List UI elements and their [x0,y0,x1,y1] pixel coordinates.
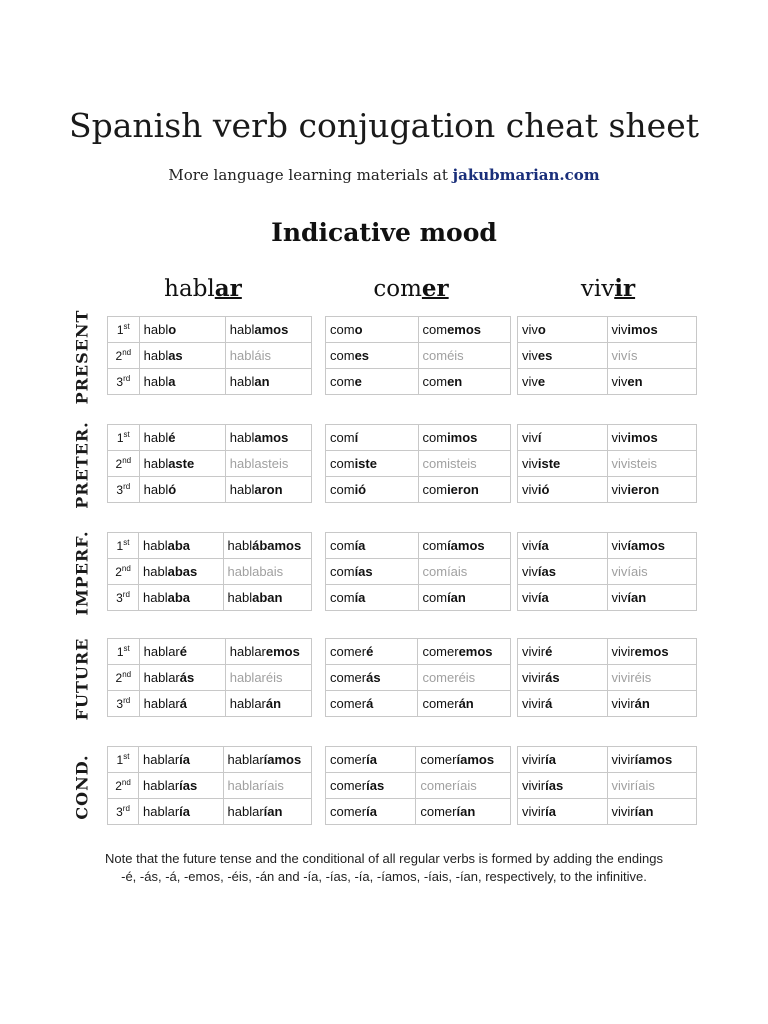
conj-form: vivíamos [607,533,697,559]
conj-form: vivimos [607,317,697,343]
conj-form: comía [326,585,419,611]
conj-form: vivimos [607,425,697,451]
conj-form: viviremos [607,639,697,665]
person-cell: 2nd [108,343,140,369]
conj-form: vives [518,343,608,369]
conj-form: hablaréis [225,665,311,691]
subtitle [0,164,768,186]
table-row [326,425,511,451]
conj-form: hablaban [223,585,311,611]
table-row [326,639,511,665]
conj-form: hablaremos [225,639,311,665]
conj-form: habláis [225,343,311,369]
conj-form: habló [139,477,225,503]
conj-form: comerías [326,773,416,799]
conj-table [517,316,697,395]
verb-heading-comer: comer [373,275,449,302]
conj-form: hablamos [225,317,311,343]
person-cell: 1st [108,639,140,665]
conj-form: comemos [418,317,511,343]
conj-form: viven [607,369,697,395]
table-row [108,747,312,773]
conj-form: viviría [518,747,608,773]
footnote [50,850,718,886]
footnote-line-2: -é, -ás, -á, -emos, -éis, -án and -ía, -ías, -ía, -íamos, -íais, -ían, respectively, to the infinitive. [121,869,647,884]
conj-form: comeréis [418,665,511,691]
page-title: Spanish verb conjugation cheat sheet [69,106,699,145]
conj-form: vivo [518,317,608,343]
table-row [518,665,697,691]
conj-form: hablarían [223,799,311,825]
conj-form: hablasteis [225,451,311,477]
conj-form: hablaba [139,585,224,611]
conj-table [325,424,511,503]
table-row [108,451,312,477]
table-row [326,747,511,773]
conj-form: comerán [418,691,511,717]
tense-label-0 [60,309,104,405]
conj-form: hablaría [139,747,224,773]
table-row [326,665,511,691]
person-cell: 2nd [108,665,140,691]
person-cell: 3rd [108,691,140,717]
conj-form: hablan [225,369,311,395]
table-row [108,425,312,451]
table-row [326,317,511,343]
conj-form: come [326,369,419,395]
conj-form: comió [326,477,419,503]
conj-form: comería [326,799,416,825]
table-row [108,533,312,559]
person-cell: 3rd [108,799,139,825]
conj-form: vivirías [518,773,608,799]
conj-form: hablaba [139,533,224,559]
conj-form: vivía [518,585,608,611]
person-cell: 3rd [108,477,140,503]
conj-form: hablabais [223,559,311,585]
conj-table [107,746,312,825]
conj-form: hablarás [139,665,225,691]
conj-form: vivirían [607,799,697,825]
table-row [518,639,697,665]
tense-label-4 [60,746,104,828]
conj-form: viviríais [607,773,697,799]
conj-form: vivió [518,477,608,503]
conj-form: comías [326,559,419,585]
subtitle-text: More language learning materials at [168,166,453,184]
conj-form: vivís [607,343,697,369]
table-row [108,665,312,691]
table-row [518,317,697,343]
tense-label-text: FUTURE [72,637,92,721]
conj-form: vive [518,369,608,395]
conj-form: vivirá [518,691,608,717]
conj-table [107,316,312,395]
conj-form: comeríais [416,773,511,799]
conj-form: comeremos [418,639,511,665]
conj-form: hablamos [225,425,311,451]
conj-form: viviste [518,451,608,477]
table-row [518,799,697,825]
conj-form: comíais [418,559,511,585]
conj-form: viviré [518,639,608,665]
person-cell: 2nd [108,559,139,585]
table-row [326,477,511,503]
conj-form: vivía [518,533,608,559]
table-row [518,369,697,395]
conj-form: vivirás [518,665,608,691]
conj-table [517,532,697,611]
table-row [108,639,312,665]
tense-label-2 [60,532,104,614]
conj-form: comen [418,369,511,395]
conj-table [107,638,312,717]
conj-table [325,746,511,825]
conj-form: comerá [326,691,418,717]
table-row [108,343,312,369]
conj-form: viviría [518,799,608,825]
conj-table [325,638,511,717]
conj-form: hablaste [139,451,225,477]
table-row [518,747,697,773]
table-row [326,691,511,717]
footnote-line-1: Note that the future tense and the conditional of all regular verbs is formed by adding the endings [105,851,663,866]
conj-form: vivirán [607,691,697,717]
person-cell: 1st [108,425,140,451]
conj-form: hablaríamos [223,747,311,773]
table-row [518,691,697,717]
conj-table [517,746,697,825]
table-row [518,343,697,369]
section-heading: Indicative mood [271,218,497,247]
tense-label-3 [60,638,104,720]
conj-form: hablaría [139,799,224,825]
conj-form: vivisteis [607,451,697,477]
person-cell: 2nd [108,773,139,799]
table-row [108,691,312,717]
table-row [518,425,697,451]
table-row [108,477,312,503]
table-row [108,799,312,825]
tense-label-text: COND. [72,754,92,820]
conj-form: hablo [139,317,225,343]
conj-form: vivías [518,559,608,585]
conj-table [107,532,312,611]
conj-form: comisteis [418,451,511,477]
conj-form: viví [518,425,608,451]
conj-form: habla [139,369,225,395]
conj-form: hablé [139,425,225,451]
conj-form: hablaríais [223,773,311,799]
conj-form: hablarías [139,773,224,799]
conj-form: hablábamos [223,533,311,559]
table-row [326,533,511,559]
verb-heading-vivir: vivir [580,275,636,302]
conj-form: comieron [418,477,511,503]
verb-heading-hablar: hablar [164,275,242,302]
tense-label-text: PRESENT [72,309,92,405]
table-row [108,559,312,585]
table-row [326,451,511,477]
conj-form: vivían [607,585,697,611]
conj-table [517,424,697,503]
table-row [518,559,697,585]
conj-form: hablabas [139,559,224,585]
person-cell: 3rd [108,585,139,611]
conj-form: como [326,317,419,343]
conj-form: comería [326,747,416,773]
conj-table [107,424,312,503]
person-cell: 3rd [108,369,140,395]
table-row [326,799,511,825]
table-row [518,477,697,503]
table-row [518,773,697,799]
table-row [518,533,697,559]
conj-form: comerían [416,799,511,825]
table-row [326,585,511,611]
person-cell: 1st [108,747,139,773]
table-row [108,773,312,799]
conj-form: comíamos [418,533,511,559]
conj-form: vivieron [607,477,697,503]
conj-form: comerás [326,665,418,691]
conj-form: hablará [139,691,225,717]
conj-form: viviréis [607,665,697,691]
conj-form: comía [326,533,419,559]
table-row [518,451,697,477]
table-row [326,343,511,369]
conj-form: comían [418,585,511,611]
person-cell: 1st [108,533,139,559]
conj-form: hablas [139,343,225,369]
tense-label-1 [60,421,104,509]
conj-form: coméis [418,343,511,369]
conj-form: comeré [326,639,418,665]
conj-form: comes [326,343,419,369]
tense-label-text: PRETER. [72,421,92,509]
conj-table [325,532,511,611]
table-row [326,369,511,395]
site-link[interactable]: jakubmarian.com [452,166,600,184]
conj-form: comimos [418,425,511,451]
conj-form: comeríamos [416,747,511,773]
table-row [108,585,312,611]
table-row [518,585,697,611]
conj-form: hablarán [225,691,311,717]
table-row [326,559,511,585]
conj-form: comí [326,425,419,451]
tense-label-text: IMPERF. [72,530,92,616]
conj-form: vivíais [607,559,697,585]
person-cell: 1st [108,317,140,343]
table-row [326,773,511,799]
conj-form: viviríamos [607,747,697,773]
conj-form: hablaré [139,639,225,665]
conj-table [325,316,511,395]
table-row [108,369,312,395]
conj-table [517,638,697,717]
conj-form: comiste [326,451,419,477]
conj-form: hablaron [225,477,311,503]
person-cell: 2nd [108,451,140,477]
table-row [108,317,312,343]
